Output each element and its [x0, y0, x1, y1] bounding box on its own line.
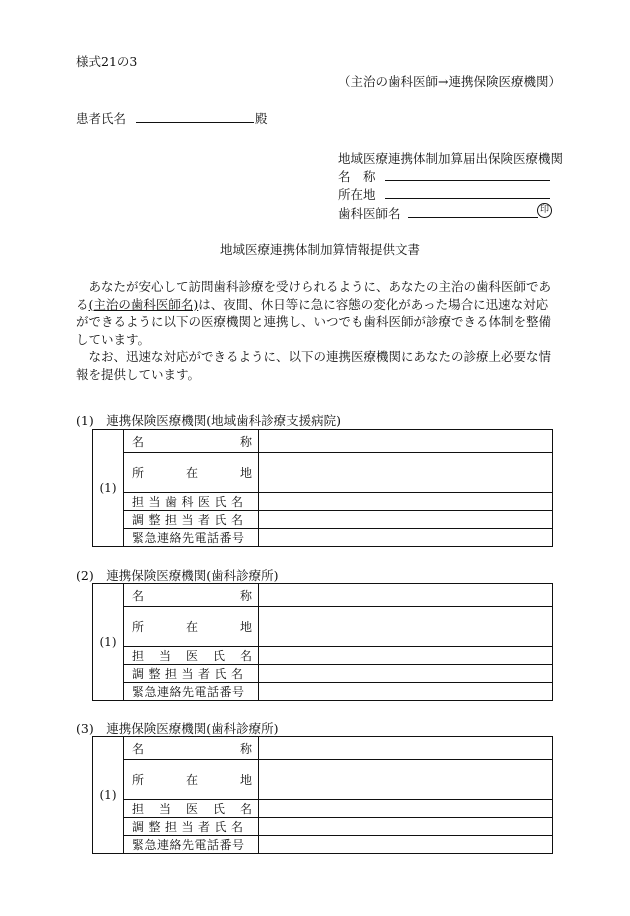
- value-name[interactable]: [259, 430, 553, 453]
- label-coordinator: 調整担当者氏名: [124, 665, 259, 683]
- label-coordinator: 調整担当者氏名: [124, 511, 259, 529]
- value-emergency-phone[interactable]: [259, 683, 553, 701]
- value-address[interactable]: [259, 607, 553, 647]
- value-name[interactable]: [259, 737, 553, 760]
- provider-address-line: [385, 198, 550, 199]
- section-3-table: [92, 736, 553, 854]
- value-name[interactable]: [259, 584, 553, 607]
- value-coordinator[interactable]: [259, 818, 553, 836]
- value-address[interactable]: [259, 760, 553, 800]
- label-address: 所 在 地: [124, 453, 259, 493]
- patient-name-line: [136, 122, 254, 123]
- label-name: 名 称: [124, 584, 259, 607]
- label-emergency-phone: 緊急連絡先電話番号: [124, 836, 259, 854]
- patient-label: 患者氏名: [76, 111, 127, 126]
- section-1-title: (1) 連携保険医療機関(地域歯科診療支援病院): [76, 413, 341, 428]
- provider-dentist-label: 歯科医師名: [338, 206, 401, 221]
- section-3-title: (3) 連携保険医療機関(歯科診療所): [76, 721, 279, 736]
- row-number: (1): [93, 584, 124, 701]
- row-number: (1): [93, 430, 124, 547]
- paragraph-1-b: は、夜間、休日等に急に容態の変化があった場合に迅速な対応ができるように以下の医療機関と連携し、いつでも歯科医師が診療できる体制を整備しています。: [76, 296, 552, 347]
- row-number: (1): [93, 737, 124, 854]
- label-coordinator: 調整担当者氏名: [124, 818, 259, 836]
- label-address: 所 在 地: [124, 760, 259, 800]
- seal-icon: 印: [537, 203, 552, 218]
- provider-name-label: 名 称: [338, 169, 376, 184]
- value-coordinator[interactable]: [259, 511, 553, 529]
- direction-note: （主治の歯科医師→連携保険医療機関）: [338, 74, 561, 89]
- label-doctor: 担 当 医 氏 名: [124, 800, 259, 818]
- section-1-table: [92, 429, 553, 547]
- document-title: 地域医療連携体制加算情報提供文書: [220, 242, 421, 257]
- value-doctor[interactable]: [259, 647, 553, 665]
- label-emergency-phone: 緊急連絡先電話番号: [124, 683, 259, 701]
- dentist-name-placeholder: (主治の歯科医師名): [88, 296, 199, 312]
- value-coordinator[interactable]: [259, 665, 553, 683]
- form-number: 様式21の3: [76, 54, 138, 69]
- label-doctor: 担 当 医 氏 名: [124, 647, 259, 665]
- value-dentist[interactable]: [259, 493, 553, 511]
- provider-address-label: 所在地: [338, 187, 376, 202]
- provider-heading: 地域医療連携体制加算届出保険医療機関: [338, 151, 564, 166]
- value-emergency-phone[interactable]: [259, 836, 553, 854]
- patient-honorific: 殿: [255, 111, 268, 126]
- section-2-title: (2) 連携保険医療機関(歯科診療所): [76, 568, 279, 583]
- provider-dentist-line: [408, 217, 538, 218]
- value-emergency-phone[interactable]: [259, 529, 553, 547]
- label-name: 名 称: [124, 430, 259, 453]
- label-emergency-phone: 緊急連絡先電話番号: [124, 529, 259, 547]
- section-2-table: [92, 583, 553, 701]
- label-name: 名 称: [124, 737, 259, 760]
- label-address: 所 在 地: [124, 607, 259, 647]
- paragraph-1: [76, 278, 556, 348]
- provider-name-line: [385, 180, 550, 181]
- paragraph-2: なお、迅速な対応ができるように、以下の連携医療機関にあなたの診療上必要な情報を提供しています。: [76, 349, 552, 382]
- value-doctor[interactable]: [259, 800, 553, 818]
- body-text: [76, 278, 556, 383]
- paragraph-1-a: あなたが安心して訪問歯科診療を受けられるように、あなたの主治の歯科医師である: [76, 279, 552, 312]
- value-address[interactable]: [259, 453, 553, 493]
- label-dentist: 担当歯科医氏名: [124, 493, 259, 511]
